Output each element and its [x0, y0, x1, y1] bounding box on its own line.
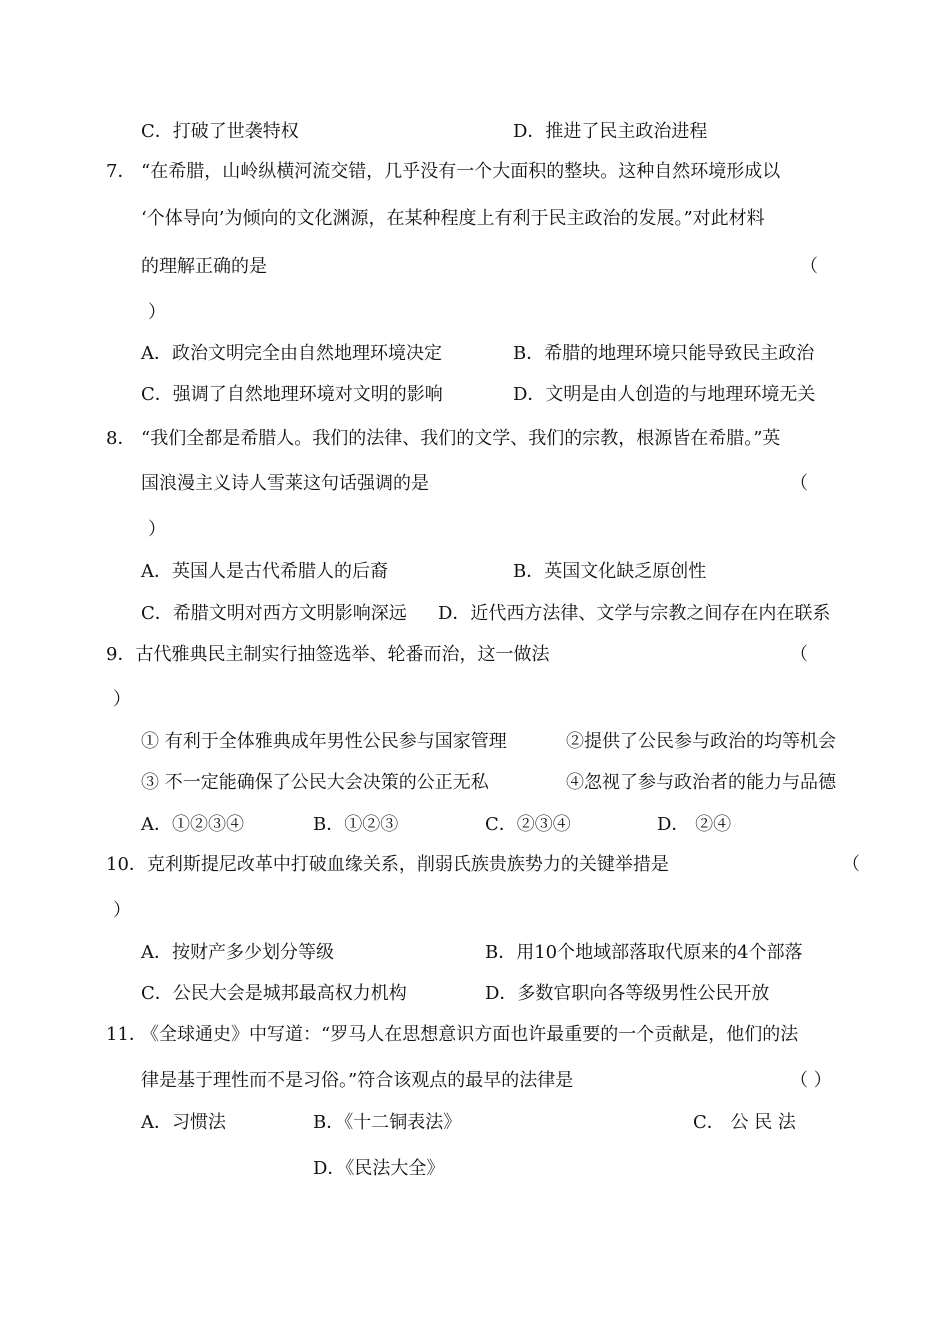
q9-answer-paren-open: （ [790, 644, 808, 665]
q7-answer-paren-close: ） [148, 302, 166, 323]
q9-option-c: C．②③④ [485, 814, 571, 835]
q10-answer-paren-close: ） [113, 900, 131, 921]
q8-stem-line1: “我们全都是希腊人。我们的法律、我们的文学、我们的宗教，根源皆在希腊。”英 [141, 428, 781, 449]
q9-option-a: A．①②③④ [141, 814, 244, 835]
q7-stem-line2: ‘个体导向’为倾向的文化渊源，在某种程度上有利于民主政治的发展。”对此材料 [141, 208, 765, 229]
q9-item-4: ④忽视了参与政治者的能力与品德 [566, 772, 836, 793]
q8-option-a: A．英国人是古代希腊人的后裔 [141, 561, 388, 582]
q9-item-1: ① 有利于全体雅典成年男性公民参与国家管理 [141, 731, 507, 752]
q8-option-b: B．英国文化缺乏原创性 [513, 561, 707, 582]
q11-answer-paren: （ ） [790, 1070, 832, 1091]
q8-option-c: C．希腊文明对西方文明影响深远 [141, 603, 407, 624]
q8-option-d: D．近代西方法律、文学与宗教之间存在内在联系 [438, 603, 831, 624]
q11-option-a: A．习惯法 [141, 1112, 226, 1133]
q11-option-c: C． 公 民 法 [693, 1112, 796, 1133]
q10-option-d: D．多数官职向各等级男性公民开放 [485, 983, 770, 1004]
q6-option-c: C．打破了世袭特权 [141, 121, 299, 142]
q8-answer-paren-open: （ [790, 473, 808, 494]
q7-stem-line1: “在希腊，山岭纵横河流交错，几乎没有一个大面积的整块。这种自然环境形成以 [141, 161, 781, 182]
q10-option-b: B．用10个地域部落取代原来的4个部落 [485, 942, 803, 963]
q7-option-b: B．希腊的地理环境只能导致民主政治 [513, 343, 815, 364]
q6-option-d: D．推进了民主政治进程 [513, 121, 708, 142]
q7-option-d: D．文明是由人创造的与地理环境无关 [513, 384, 816, 405]
q7-number: 7． [106, 161, 136, 182]
q10-answer-paren-open: （ [842, 854, 860, 875]
q9-stem-line1: 9．古代雅典民主制实行抽签选举、轮番而治，这一做法 [106, 644, 550, 665]
q9-item-3: ③ 不一定能确保了公民大会决策的公正无私 [141, 772, 489, 793]
q11-stem-line1: 《全球通史》中写道：“罗马人在思想意识方面也许最重要的一个贡献是，他们的法 [141, 1024, 799, 1045]
q7-option-a: A．政治文明完全由自然地理环境决定 [141, 343, 442, 364]
q10-option-a: A．按财产多少划分等级 [141, 942, 334, 963]
q9-option-b: B．①②③ [313, 814, 399, 835]
q8-number: 8． [106, 428, 136, 449]
q10-stem-line1: 10．克利斯提尼改革中打破血缘关系，削弱氏族贵族势力的关键举措是 [106, 854, 669, 875]
q11-option-b: B．《十二铜表法》 [313, 1112, 462, 1133]
q11-stem-line2: 律是基于理性而不是习俗。”符合该观点的最早的法律是 [141, 1070, 574, 1091]
q7-option-c: C．强调了自然地理环境对文明的影响 [141, 384, 443, 405]
q8-answer-paren-close: ） [148, 519, 166, 540]
q11-number: 11． [106, 1024, 147, 1045]
q7-answer-paren-open: （ [800, 256, 818, 277]
q9-answer-paren-close: ） [113, 689, 131, 710]
q10-option-c: C．公民大会是城邦最高权力机构 [141, 983, 407, 1004]
q9-option-d: D． ②④ [657, 814, 732, 835]
q8-stem-line2: 国浪漫主义诗人雪莱这句话强调的是 [141, 473, 429, 494]
q11-option-d: D．《民法大全》 [313, 1158, 445, 1179]
q7-stem-line3: 的理解正确的是 [141, 256, 267, 277]
q9-item-2: ②提供了公民参与政治的均等机会 [566, 731, 836, 752]
